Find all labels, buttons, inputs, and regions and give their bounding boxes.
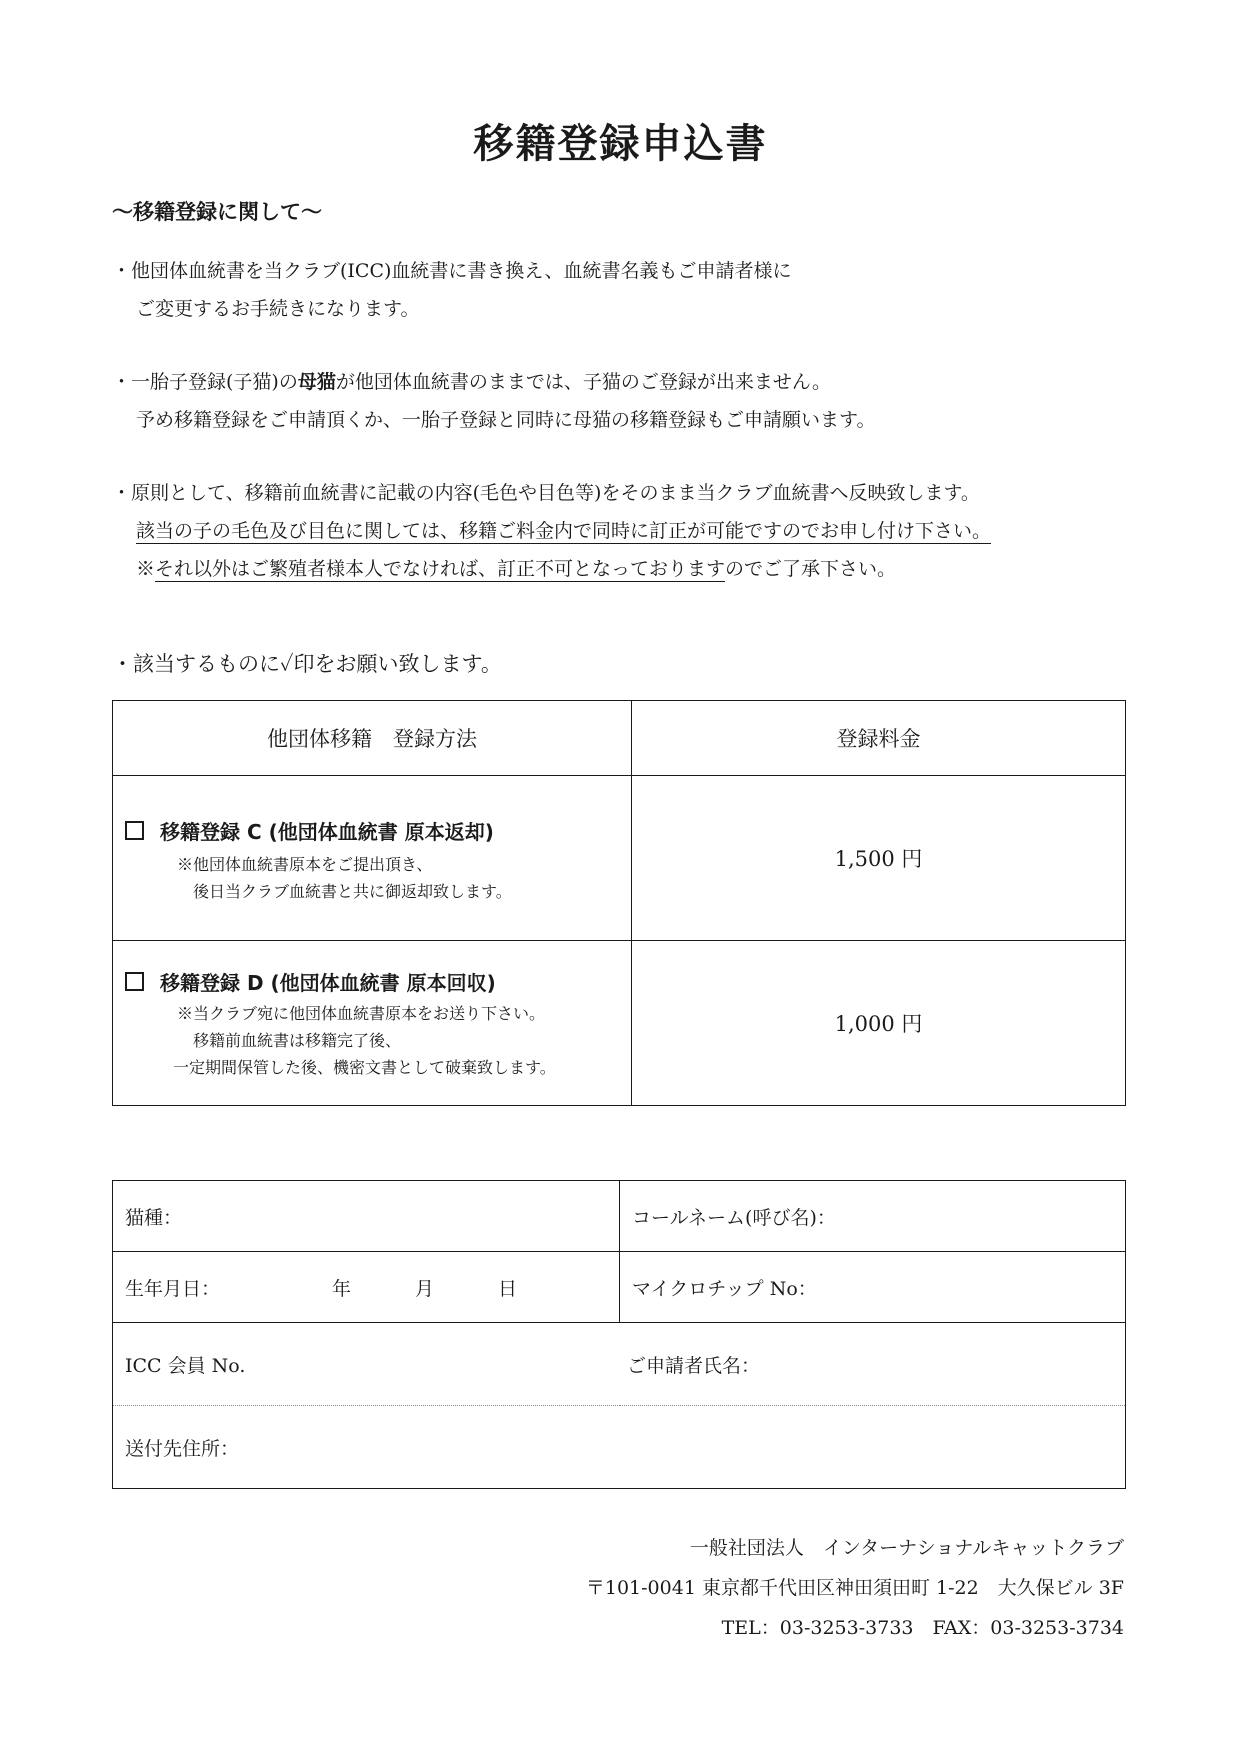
option-d-note-2: 移籍前血統書は移籍完了後、: [193, 1031, 402, 1050]
fee-table-header: [113, 701, 1126, 776]
option-c-fee: 1,500 円: [632, 776, 1126, 941]
member-applicant-field[interactable]: [113, 1323, 1126, 1406]
instruction-text: ・該当するものに✓印をお願い致します。: [112, 652, 502, 676]
info-row-1: [113, 1181, 1126, 1252]
paragraph-3-line-3-prefix: ※: [136, 558, 156, 580]
paragraph-1-line-2: ご変更するお手続きになります。: [136, 298, 420, 320]
paragraph-2-bold-mother-cat: 母猫: [297, 371, 336, 393]
option-d-checkbox[interactable]: [125, 972, 144, 991]
dob-day: 日: [498, 1277, 518, 1300]
dob-year: 年: [332, 1277, 352, 1300]
paragraph-2-line-2: 予め移籍登録をご申請頂くか、一胎子登録と同時に母猫の移籍登録もご申請願います。: [136, 409, 876, 431]
option-d-label: 移籍登録 D (他団体血統書 原本回収): [160, 971, 496, 995]
option-d-label-row: [125, 967, 631, 996]
paragraph-3-line-2-underlined: 該当の子の毛色及び目色に関しては、移籍ご料金内で同時に訂正が可能ですのでお申し付け下さい。: [136, 520, 992, 542]
fee-table: [112, 700, 1126, 1106]
footer-contact: TEL：03-3253-3733 FAX：03-3253-3734: [721, 1617, 1124, 1639]
dob-field[interactable]: [113, 1252, 620, 1323]
option-c-checkbox[interactable]: [125, 821, 144, 840]
paragraph-3-line-1: ・原則として、移籍前血統書に記載の内容(毛色や目色等)をそのまま当クラブ血統書へ反映致します。: [112, 482, 980, 504]
option-c-note-2: 後日当クラブ血統書と共に御返却致します。: [193, 882, 512, 901]
paragraph-3-line-3-suffix: のでご了承下さい。: [725, 558, 897, 580]
address-field[interactable]: 送付先住所：: [113, 1406, 1126, 1489]
fee-option-row: [113, 941, 1126, 1106]
option-c-label-row: [125, 816, 631, 845]
section-subtitle: 〜移籍登録に関して〜: [112, 200, 322, 224]
fee-option-row: [113, 776, 1126, 941]
microchip-field[interactable]: マイクロチップ No：: [620, 1252, 1126, 1323]
footer-address: 〒101-0041 東京都千代田区神田須田町 1-22 大久保ビル 3F: [585, 1577, 1124, 1599]
paragraph-3-line-2: [112, 512, 991, 550]
option-c-cell: [113, 776, 632, 941]
footer-org: 一般社団法人 インターナショナルキャットクラブ: [689, 1537, 1124, 1559]
info-row-2: [113, 1252, 1126, 1323]
paragraph-2-line-1: [112, 363, 875, 401]
option-d-note-1: ※当クラブ宛に他団体血統書原本をお送り下さい。: [177, 1004, 546, 1023]
paragraph-3-line-3: [112, 550, 991, 588]
option-d-cell: [113, 941, 632, 1106]
paragraph-1-line-1: ・他団体血統書を当クラブ(ICC)血統書に書き換え、血統書名義もご申請者様に: [112, 260, 792, 282]
info-row-3: [113, 1323, 1126, 1406]
option-d-note-3: 一定期間保管した後、機密文書として破棄致します。: [173, 1058, 556, 1077]
paragraph-3: [112, 474, 991, 588]
option-c-note-1: ※他団体血統書原本をご提出頂き、: [177, 855, 433, 874]
page-title: 移籍登録申込書: [473, 121, 768, 167]
applicant-name-label: ご申請者氏名：: [627, 1354, 761, 1377]
member-no-label: ICC 会員 No.: [125, 1354, 246, 1377]
paragraph-2-line-1-start: ・一胎子登録(子猫)の: [112, 371, 298, 393]
header-method: 他団体移籍 登録方法: [113, 701, 632, 776]
info-row-4: [113, 1406, 1126, 1489]
dob-month: 月: [415, 1277, 435, 1300]
call-name-field[interactable]: コールネーム(呼び名)：: [620, 1181, 1126, 1252]
breed-field[interactable]: 猫種：: [113, 1181, 620, 1252]
header-fee: 登録料金: [632, 701, 1126, 776]
paragraph-2-line-1-end: が他団体血統書のままでは、子猫のご登録が出来ません。: [335, 371, 831, 393]
option-c-label: 移籍登録 C (他団体血統書 原本返却): [160, 820, 494, 844]
paragraph-2: [112, 363, 875, 439]
info-table: [112, 1180, 1126, 1489]
paragraph-3-line-3-underlined: それ以外はご繁殖者様本人でなければ、訂正不可となっております: [155, 558, 726, 580]
dob-label: 生年月日：: [125, 1277, 221, 1300]
option-d-fee: 1,000 円: [632, 941, 1126, 1106]
paragraph-1: [112, 252, 792, 328]
